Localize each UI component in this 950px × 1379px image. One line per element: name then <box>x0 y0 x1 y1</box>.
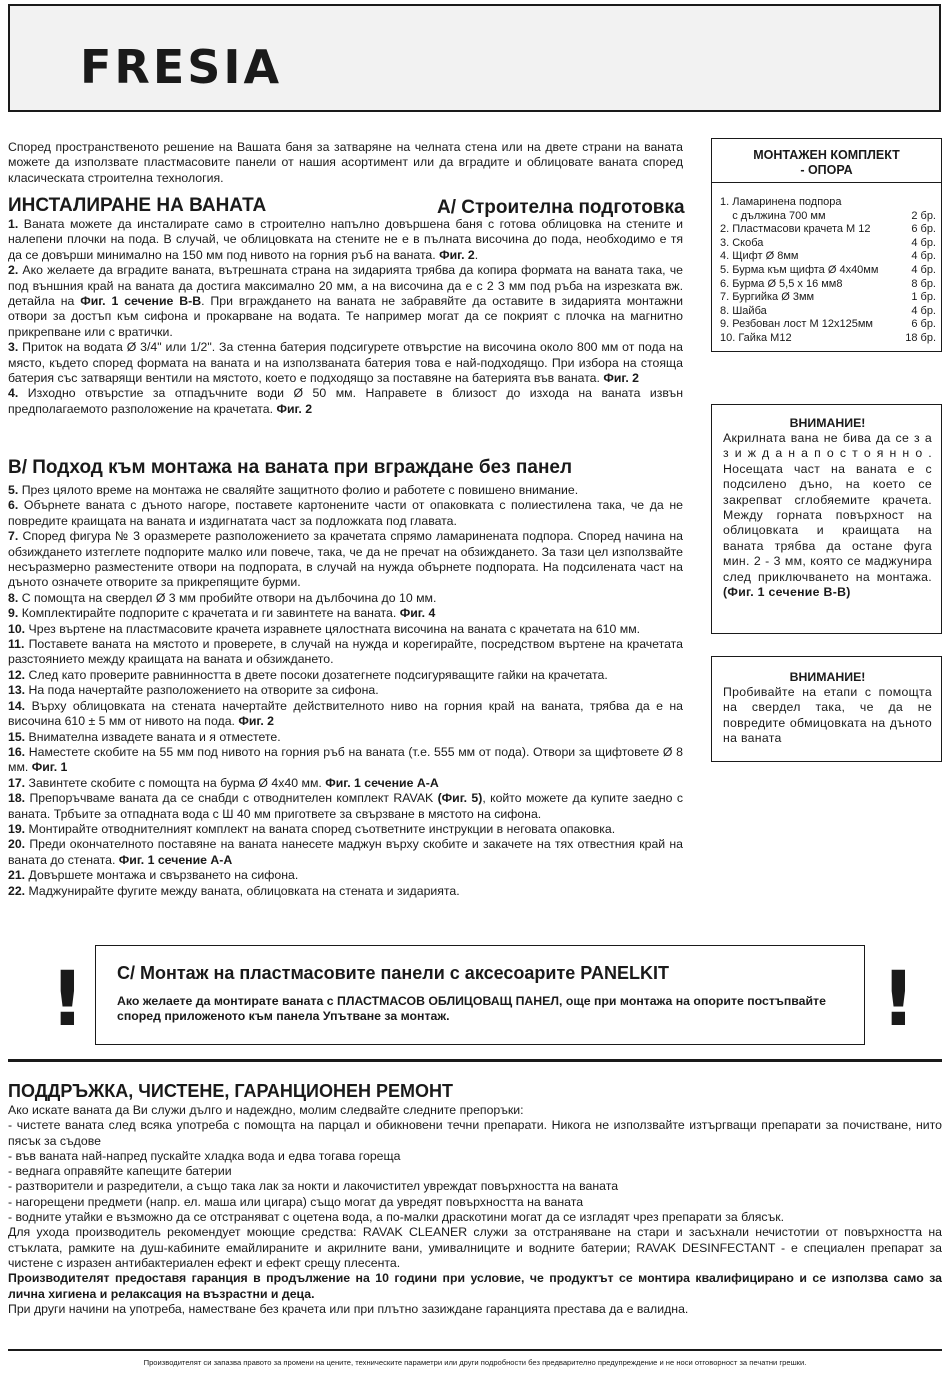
maintenance-line: - чистете ваната след всяка употреба с помощта на парцал и обикновени течни препарати. Никога не използвайте изтъргващи препарати за почистване, нито пясък за съдове <box>8 1118 942 1148</box>
list-item: 13. На пода начертайте разположението на отворите за сифона. <box>8 683 379 698</box>
kit-item: с дължина 700 мм 2 бр. <box>720 209 936 222</box>
kit-title <box>712 139 941 183</box>
list-item: 10. Чрез въртене на пластмасовите крачета изравнете цялостната височина на ваната с крачетата на 610 мм. <box>8 621 641 636</box>
maintenance-line: Для ухода производитель рекомендует моющие средства: RAVAK CLEANER служи за отстраняване на стари и засъхнали нечистотии от повърхността на стъклата, рамките на душ-кабините емайлираните и акрилните вани, умивалниците и водните батерии; RAVAK DESINFECTANT - е специален препарат за чистене с изразен антибактериален ефект и ефект срещу плесента. <box>8 1225 942 1270</box>
list-item: 8. С помощта на свердел Ø 3 мм пробийте отвори на дълбочина до 10 мм. <box>8 590 437 605</box>
kit-item: 8. Шайба 4 бр. <box>720 304 936 317</box>
maintenance-line: - нагорещени предмети (напр. ел. маша или цигара) също могат да увредят повърхността на ваната <box>8 1194 584 1209</box>
warning-text: Акрилната вана не бива да се з а з и ж д а н а п о с т о я н н о . Носещата част на ваната е с подсилено дъно, на което се закрепват сглобяемите крачета. Между горната повърхност на облицовката и краищата на ваната трябва да остане фуга мин. 2 - 3 мм, която се маджунира след приключването на монтажа. (Фиг. 1 сечение В-В) <box>723 431 932 600</box>
kit-item: 5. Бурма към щифта Ø 4x40мм 4 бр. <box>720 263 936 276</box>
list-item: 14. Върху облицовката на стената начертайте действителното ниво на горния край на ваната, трябва да е на височина 610 ± 5 мм от нивото на пода. Фиг. 2 <box>8 698 684 729</box>
kit-parts-list <box>720 196 936 346</box>
footer-divider <box>8 1349 942 1351</box>
list-item: 12. След като проверите равнинността в двете посоки дозатегнете подсигуряващите гайки на крачетата. <box>8 667 608 682</box>
panelkit-box <box>95 945 865 1045</box>
intro-text: Според пространственото решение на Вашата баня за затваряне на челната стена или на двете страни на ваната можете да използвате пластмасовите панели от нашия асортимент или да вградите и облицовате ваната според класическата строителна технология. <box>8 140 683 185</box>
list-item: 11. Поставете ваната на мястото и проверете, в случай на нужда и корегирайте, посредством въртене на крачетата разстоянието между краищата на ваната и обзиждането. <box>8 637 684 667</box>
section-b-list <box>8 483 683 899</box>
kit-item: 2. Пластмасови крачета М 12 6 бр. <box>720 223 936 236</box>
maintenance-line: - разтворители и разредители, а също така лак за нокти и лакочистител увреждат повърхността на ваната <box>8 1179 619 1194</box>
maintenance-line: - веднага оправяйте капещите батерии <box>8 1164 232 1179</box>
panelkit-heading: C/ Монтаж на пластмасовите панели с аксесоарите PANELKIT <box>117 963 669 983</box>
kit-item: 10. Гайка М12 18 бр. <box>720 331 936 344</box>
divider <box>8 1059 942 1062</box>
warranty-void-text: При други начини на употреба, наместване без крачета или при плътно зазиждане гаранцията престава да е валидна. <box>8 1301 689 1316</box>
exclamation-right-icon: ! <box>881 954 916 1043</box>
list-item: 16. Наместете скобите на 55 мм под нивото на горния ръб на ваната (т.е. 555 мм от пода). Отвори за щифтовете Ø 8 мм. Фиг. 1 <box>8 744 683 775</box>
list-item: 17. Завинтете скобите с помощта на бурма Ø 4x40 мм. Фиг. 1 сечение А-А <box>8 775 439 790</box>
maintenance-line: - във ваната най-напред пускайте хладка вода и едва тогава гореща <box>8 1148 401 1163</box>
section-b-heading: B/ Подход към монтажа на ваната при вграждане без панел <box>8 457 573 478</box>
maintenance-text <box>8 1103 942 1317</box>
installation-heading: ИНСТАЛИРАНЕ НА ВАНАТА <box>8 195 267 216</box>
maintenance-heading: ПОДДРЪЖКА, ЧИСТЕНЕ, ГАРАНЦИОНЕН РЕМОНТ <box>8 1081 453 1101</box>
warning-title: ВНИМАНИЕ! <box>789 416 866 430</box>
list-item: 20. Преди окончателното поставяне на ваната нанесете маджун върху скобите и закачете на тях отвестния край на ваната до стената. Фиг. 1 сечение А-А <box>8 837 683 867</box>
kit-item: 3. Скоба 4 бр. <box>720 236 936 249</box>
list-item: 19. Монтирайте отводнителният комплект на ваната според съответните инструкции в неговата опаковка. <box>8 821 616 836</box>
construction-prep-heading: A/ Строителна подготовка <box>437 197 685 218</box>
header-banner <box>8 4 941 112</box>
panelkit-text: Ако желаете да монтирате ваната с ПЛАСТМАСОВ ОБЛИЦОВАЩ ПАНЕЛ, още при монтажа на опорите постъпвайте според приложеното към панела Упътване за монтаж. <box>117 994 826 1024</box>
intro-paragraph <box>8 140 683 186</box>
list-item: 18. Препоръчваме ваната да се снабди с отводнителен комплект RAVAK (Фиг. 5), който можете да купите заедно с ваната. Трбъите за отпадната вода с Ш 40 мм пригответе за свързване в мястото на сифона. <box>8 791 683 821</box>
assembly-kit-box <box>711 138 942 352</box>
list-item: 2. Ако желаете да вградите ваната, вътрешната страна на зидарията трябва да копира формата на ваната така, че под външния край на ваната да достига максимално 20 мм, а на височина да е с 2 3 мм под ръба на изрезката вж. детайла на Фиг. 1 сечение В-В. При вграждането на ваната не забравяйте да оставите в зидарията монтажни отвори за достъп към сифона и прокарване на водата. Те например могат да се покрият с плочка на магнитно прикрепване или с вратички. <box>8 263 683 339</box>
brand-logo: FRESIA <box>80 40 283 94</box>
warning-box-acrylic <box>711 404 942 634</box>
kit-title-line: МОНТАЖЕН КОМПЛЕКТ <box>753 148 900 162</box>
maintenance-line: - водните утайки е възможно да се отстраняват с оцетена вода, а по-малки драскотини могат да се изгладят чрез препарати за блясък. <box>8 1210 785 1225</box>
list-item: 4. Изходно отвърстие за отпадъчните води Ø 50 мм. Направете в близост до изхода на ваната извън предполагаемото разположение на крачетата. Фиг. 2 <box>8 386 683 416</box>
list-item: 5. През цялото време на монтажа не сваляйте защитното фолио и работете с повишено внимание. <box>8 483 579 497</box>
list-item: 1. Ваната можете да инсталирате само в строително напълно довършена баня с готова облицовка на стените и налепени плочки на пода. В случай, че облицовката на стените не е в пълната височина до пода, необходимо е тя да се довърши минимално на 150 мм под нивото на горния ръб на ваната. Фиг. 2. <box>8 217 683 262</box>
list-item: 9. Комплектирайте подпорите с крачетата и ги завинтете на ваната. Фиг. 4 <box>8 606 436 621</box>
section-a-list <box>8 217 683 417</box>
warranty-text: Производителят предоставя гаранция в продължение на 10 години при условие, че продуктът се монтира квалифицирано и се използва само за лична хигиена и релаксация на възрастни и деца. <box>8 1271 942 1301</box>
exclamation-left-icon: ! <box>50 954 85 1043</box>
warning-box-drilling <box>711 656 942 762</box>
list-item: 22. Маджунирайте фугите между ваната, облицовката на стената и зидарията. <box>8 883 460 898</box>
kit-item: 7. Бургийка Ø 3мм 1 бр. <box>720 291 936 304</box>
warning-text: Пробивайте на етапи с помощта на свердел така, че да не повредите обмицовката на дъното на ваната <box>723 685 932 746</box>
kit-item: 9. Резбован лост М 12x125мм 6 бр. <box>720 318 936 331</box>
kit-item: 4. Щифт Ø 8мм 4 бр. <box>720 250 936 263</box>
kit-title-line: - ОПОРА <box>800 163 853 177</box>
list-item: 21. Довършете монтажа и свързването на сифона. <box>8 868 299 883</box>
list-item: 6. Обърнете ваната с дъното нагоре, поставете картонените части от опаковката с полиестилена така, че да не повредите краищата на ваната и издигнатата част за подложката под главата. <box>8 498 683 528</box>
maintenance-line: Ако искате ваната да Ви служи дълго и надеждно, молим следвайте следните препоръки: <box>8 1103 524 1117</box>
kit-item: 1. Ламаринена подпора <box>720 196 842 208</box>
list-item: 7. Според фигура № 3 оразмерете разположението за крачетата спрямо ламаринената подпора. Според начина на обзиждането изтеглете подпорите малко или повече, така, че да не пречат на обзиждането. За тази цел използвайте несъразмерно разместените отвори на подпората, в случай на нужда обърнете подпората. На подсилената част на дъното означете отворите за прикрепящите бурми. <box>8 529 683 590</box>
list-item: 15. Внимателна извадете ваната и я отместете. <box>8 729 281 744</box>
kit-item: 6. Бурма Ø 5,5 x 16 мм8 8 бр. <box>720 277 936 290</box>
footer-disclaimer: Производителят си запазва правото за промени на цените, техническите параметри или други подробности без предварително предупреждение и не носи отговорност за печатни грешки. <box>143 1358 807 1367</box>
warning-title: ВНИМАНИЕ! <box>789 670 866 684</box>
list-item: 3. Приток на водата Ø 3/4" или 1/2". За стенна батерия подсигурете отвърстие на височина около 800 мм от пода на място, където според формата на ваната и на използваната батерия това е най-подходящо. При избора на стояща батерия със затварящи вентили на мястото, което е подходящо за поставяне на батерията във ваната. Фиг. 2 <box>8 340 684 386</box>
